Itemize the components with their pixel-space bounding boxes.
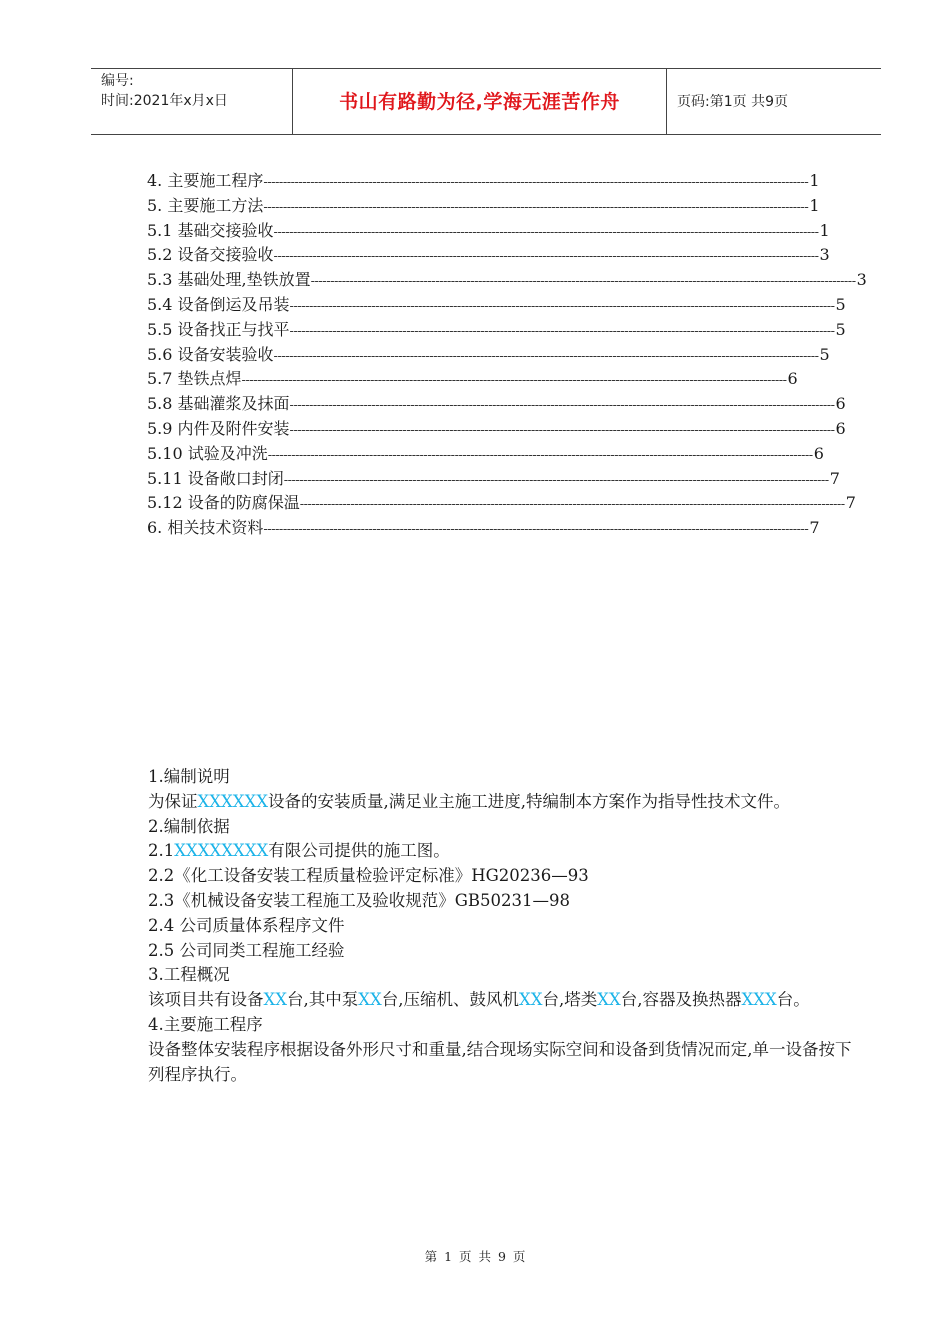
- toc-entry: [147, 391, 846, 416]
- page-header: [91, 68, 881, 135]
- toc-leader: --------------------------------------------------------------------------------------------------------------------------------------------: [283, 472, 829, 488]
- toc-leader: --------------------------------------------------------------------------------------------------------------------------------------------: [289, 323, 835, 339]
- toc-entry: [147, 193, 820, 218]
- section-1-paragraph: [113, 790, 863, 815]
- toc-entry-label: 6. 相关技术资料: [147, 518, 264, 538]
- toc-entry-label: 5.2 设备交接验收: [147, 245, 274, 265]
- section-4-paragraph: 设备整体安装程序根据设备外形尺寸和重量,结合现场实际空间和设备到货情况而定,单一设备按下列程序执行。: [148, 1039, 852, 1084]
- toc-entry-label: 5.7 垫铁点焊: [147, 369, 242, 389]
- toc-entry-page: 7: [845, 493, 856, 513]
- toc-entry-page: 6: [787, 369, 798, 389]
- section-4-title: 4.主要施工程序: [148, 1014, 263, 1034]
- placeholder-count: XXX: [741, 990, 777, 1010]
- toc-leader: --------------------------------------------------------------------------------------------------------------------------------------------: [273, 348, 819, 364]
- toc-entry-page: 1: [809, 195, 820, 215]
- toc-entry-label: 4. 主要施工程序: [147, 171, 264, 190]
- toc-entry-label: 5.3 基础处理,垫铁放置: [147, 270, 311, 290]
- toc-entry: [147, 292, 846, 317]
- toc-entry: [147, 218, 830, 243]
- toc-entry-label: 5.6 设备安装验收: [147, 344, 274, 364]
- toc-entry: [147, 416, 846, 441]
- toc-entry-label: 5.10 试验及冲洗: [147, 443, 268, 463]
- text-run: 台,容器及换热器: [620, 990, 742, 1010]
- placeholder-project: XXXXXX: [197, 791, 268, 811]
- toc-leader: --------------------------------------------------------------------------------------------------------------------------------------------: [241, 373, 787, 389]
- toc-entry-page: 7: [829, 468, 840, 488]
- basis-item-2-1: [113, 839, 863, 864]
- text-run: 台,压缩机、鼓风机: [381, 990, 519, 1010]
- toc-leader: --------------------------------------------------------------------------------------------------------------------------------------------: [267, 447, 813, 463]
- toc-entry-page: 5: [835, 319, 846, 339]
- placeholder-count: XX: [519, 990, 543, 1010]
- toc-entry: [147, 168, 820, 193]
- toc-entry-label: 5.11 设备敞口封闭: [147, 468, 284, 488]
- toc-entry: [147, 267, 867, 292]
- toc-entry: [147, 366, 798, 391]
- toc-entry: [147, 242, 830, 267]
- basis-item-2-3: 2.3《机械设备安装工程施工及验收规范》GB50231—98: [148, 890, 571, 910]
- section-2-title: 2.编制依据: [148, 816, 230, 836]
- toc-entry-page: 7: [809, 518, 820, 538]
- toc-leader: --------------------------------------------------------------------------------------------------------------------------------------------: [263, 175, 809, 190]
- text-run: 台,塔类: [542, 990, 598, 1010]
- toc-entry: [147, 317, 846, 342]
- basis-item-2-2: 2.2《化工设备安装工程质量检验评定标准》HG20236—93: [148, 866, 589, 886]
- toc-leader: --------------------------------------------------------------------------------------------------------------------------------------------: [263, 522, 809, 538]
- toc-entry-page: 6: [835, 394, 846, 414]
- text-run: 2.1: [148, 841, 175, 861]
- text-run: 台。: [776, 990, 810, 1010]
- section-3-title: 3.工程概况: [148, 965, 230, 985]
- toc-leader: --------------------------------------------------------------------------------------------------------------------------------------------: [263, 199, 809, 215]
- placeholder-company: XXXXXXXX: [174, 841, 269, 861]
- toc-entry-page: 5: [835, 294, 846, 314]
- toc-entry: [147, 490, 856, 515]
- toc-entry: [147, 441, 824, 466]
- section-1-title: 1.编制说明: [148, 767, 230, 786]
- toc-entry-label: 5.8 基础灌浆及抹面: [147, 394, 290, 414]
- basis-item-2-5: 2.5 公司同类工程施工经验: [148, 940, 345, 960]
- toc-entry-label: 5.5 设备找正与找平: [147, 319, 290, 339]
- toc-entry: [147, 466, 840, 491]
- toc-entry-page: 1: [819, 220, 830, 240]
- header-meta: [91, 69, 293, 134]
- header-motto: 书山有路勤为径,学海无涯苦作舟: [293, 69, 667, 134]
- toc-leader: --------------------------------------------------------------------------------------------------------------------------------------------: [273, 249, 819, 265]
- toc-leader: --------------------------------------------------------------------------------------------------------------------------------------------: [289, 422, 835, 438]
- text-run: 有限公司提供的施工图。: [268, 841, 450, 861]
- toc-entry-page: 3: [856, 270, 867, 290]
- toc-entry-page: 6: [813, 443, 824, 463]
- toc-leader: --------------------------------------------------------------------------------------------------------------------------------------------: [289, 398, 835, 414]
- toc-leader: --------------------------------------------------------------------------------------------------------------------------------------------: [273, 224, 819, 240]
- number-label: 编号:: [101, 73, 134, 89]
- table-of-contents: [147, 168, 867, 540]
- toc-entry: [147, 342, 830, 367]
- text-run: 台,其中泵: [287, 990, 359, 1010]
- toc-leader: --------------------------------------------------------------------------------------------------------------------------------------------: [310, 274, 856, 290]
- basis-item-2-4: 2.4 公司质量体系程序文件: [148, 915, 345, 935]
- text-run: 设备的安装质量,满足业主施工进度,特编制本方案作为指导性技术文件。: [267, 791, 790, 811]
- toc-entry-label: 5.9 内件及附件安装: [147, 418, 290, 438]
- section-3-paragraph: [113, 988, 863, 1013]
- document-body: [113, 765, 863, 1087]
- toc-entry-label: 5.1 基础交接验收: [147, 220, 274, 240]
- header-page-label: 页码:第1页 共9页: [677, 94, 788, 110]
- time-label: 时间:2021年x月x日: [101, 93, 228, 109]
- placeholder-count: XX: [597, 990, 621, 1010]
- toc-entry-page: 1: [809, 171, 820, 190]
- toc-entry: [147, 515, 820, 540]
- toc-entry-label: 5.12 设备的防腐保温: [147, 493, 300, 513]
- placeholder-count: XX: [263, 990, 287, 1010]
- toc-leader: --------------------------------------------------------------------------------------------------------------------------------------------: [299, 497, 845, 513]
- toc-entry-page: 6: [835, 418, 846, 438]
- toc-entry-page: 5: [819, 344, 830, 364]
- toc-entry-label: 5. 主要施工方法: [147, 195, 264, 215]
- text-run: 为保证: [148, 791, 198, 811]
- text-run: 该项目共有设备: [148, 990, 264, 1010]
- toc-entry-label: 5.4 设备倒运及吊装: [147, 294, 290, 314]
- toc-entry-page: 3: [819, 245, 830, 265]
- toc-leader: --------------------------------------------------------------------------------------------------------------------------------------------: [289, 298, 835, 314]
- page-footer: 第 1 页 共 9 页: [424, 1249, 526, 1264]
- placeholder-count: XX: [358, 990, 382, 1010]
